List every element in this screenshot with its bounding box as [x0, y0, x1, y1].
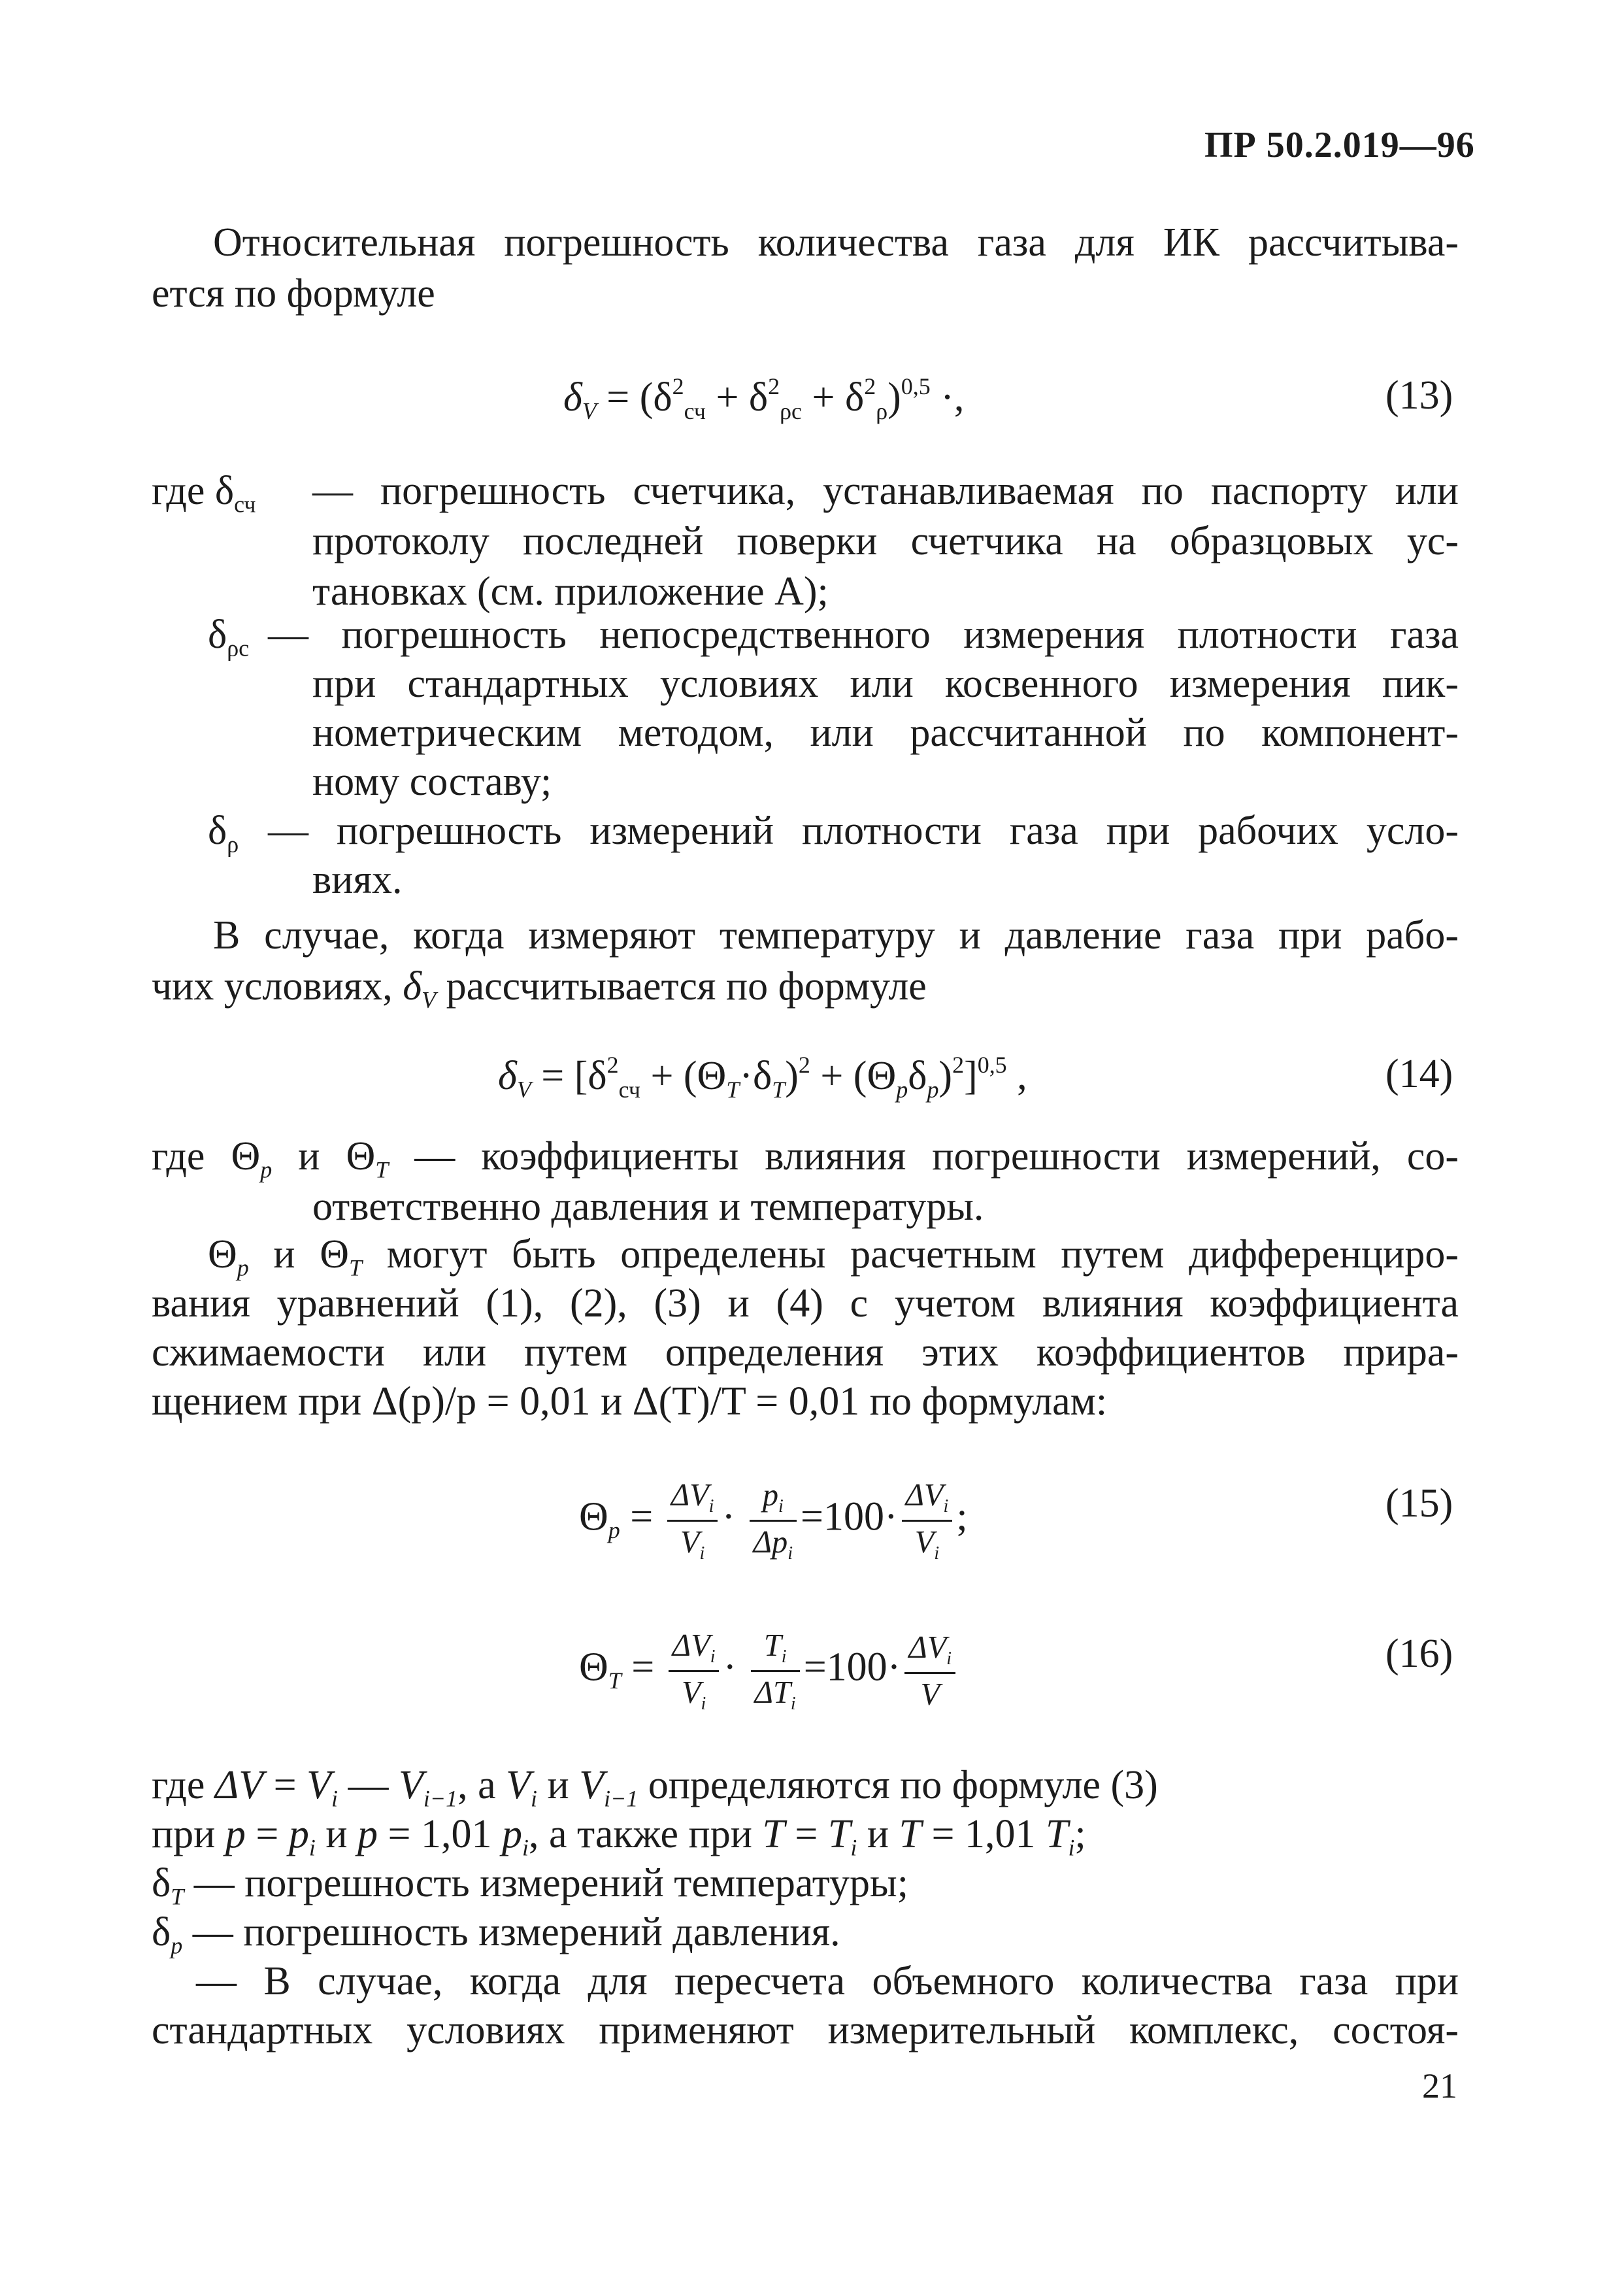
intro-line-2: ется по формуле — [152, 271, 435, 316]
and-word: и — [298, 1134, 320, 1179]
where16-line-1-text: определяются по формуле (3) — [648, 1763, 1158, 1807]
def-delta-p — [152, 1912, 840, 1958]
where-word: где — [152, 1763, 205, 1807]
hundred-factor: =100· — [803, 1645, 901, 1690]
equation-number-14: (14) — [1385, 1052, 1453, 1096]
theta-line-4-mid1: (p)/p = 0,01 и — [397, 1379, 623, 1424]
symbol-theta-p: $\Theta_p$ — [231, 1134, 273, 1183]
def-delta-rho-1: — погрешность измерений плотности газа при рабочих усло- — [268, 809, 1459, 853]
where16-line-1: где $\Delta V = V_i$ — $V_{i-1}$, а $V_i$ и $V_{i-1}$ определяются по формуле (3) — [152, 1763, 1158, 1812]
document-code: ПР 50.2.019—96 — [1204, 125, 1475, 165]
formula-13: $\delta_V = (\delta^2_{сч} + \delta^2_{\rho с} + \delta^2_\rho)^{0,5}$ ·, — [563, 373, 965, 424]
theta-line-1 — [208, 1234, 1459, 1281]
def-delta-rho-c-3: нометрическим методом, или рассчитанной по компонент- — [312, 711, 1459, 755]
theta-line-1-text: могут быть определены расчетным путем дифференциро- — [386, 1232, 1459, 1277]
formula-15: $\Theta_p$ = $\frac{\Delta V_i}{V_i}$ · $\frac{p_i}{\Delta p_i}$ =100· $\frac{\Delta V_i}{V_i}$ ; — [579, 1478, 968, 1564]
equation-number-13: (13) — [1385, 373, 1453, 418]
symbol-theta-t: $\Theta_T$ — [320, 1232, 363, 1281]
formula-16: $\Theta_T$ = $\frac{\Delta V_i}{V_i}$ · $\frac{T_i}{\Delta T_i}$ =100· $\frac{\Delta V_i}{V}$ — [579, 1628, 959, 1715]
def-delta-sch-3: тановках (см. приложение А); — [312, 569, 829, 614]
where-label — [152, 471, 256, 517]
case-line-2 — [152, 966, 927, 1013]
symbol-delta-sch: $\delta_{сч}$ — [214, 469, 256, 518]
case-line-2-pre: чих условиях, — [152, 964, 393, 1009]
symbol-theta-p: $\Theta_p$ — [208, 1232, 249, 1281]
where-word: где — [152, 1134, 205, 1179]
def-delta-rho-2: виях. — [312, 858, 403, 902]
formula-14: $\delta_V = [\delta^2_{сч} + (\Theta_T\cdot\delta_T)^2 + (\Theta_p\delta_p)^2]^{0,5}$ , — [498, 1052, 1027, 1103]
and-word: и — [273, 1232, 295, 1277]
where16-line-2-post: , а также при — [528, 1812, 752, 1856]
symbol-delta-rho-c: $\delta_{\rho с}$ — [208, 612, 250, 662]
theta-line-4: щением при Δ(p)/p = 0,01 и Δ(T)/T = 0,01 по формулам: — [152, 1379, 1108, 1424]
theta-line-4-mid2: (T)/T = 0,01 по формулам: — [658, 1379, 1108, 1424]
case-line-1: В случае, когда измеряют температуру и давление газа при рабо- — [213, 913, 1459, 958]
where16-line-2-pre: при — [152, 1812, 216, 1856]
symbol-delta-rho: $\delta_\rho$ — [208, 809, 239, 858]
page-number: 21 — [1422, 2066, 1457, 2105]
equation-number-16: (16) — [1385, 1632, 1453, 1676]
last-line-1: — В случае, когда для пересчета объемного количества газа при — [196, 1959, 1459, 2003]
where14-line-1 — [152, 1136, 1459, 1182]
where16-line-2: при $p = p_i$ и p = 1,01 $p_i$, а также при $T = T_i$ и T = 1,01 $T_i$; — [152, 1812, 1086, 1861]
def-delta-rho-c-2: при стандартных условиях или косвенного измерения пик- — [312, 662, 1459, 706]
def-delta-p-text: — погрешность измерений давления. — [192, 1910, 840, 1954]
where14-line-2: ответственно давления и температуры. — [312, 1184, 984, 1229]
def-delta-sch-2: протоколу последней поверки счетчика на образцовых ус- — [312, 519, 1459, 563]
symbol-theta-t: $\Theta_T$ — [346, 1134, 389, 1183]
theta-line-3: сжимаемости или путем определения этих коэффициентов прира- — [152, 1330, 1459, 1375]
hundred-factor: =100· — [800, 1494, 898, 1539]
where14-line-1-text: — коэффициенты влияния погрешности измерений, со- — [414, 1134, 1459, 1179]
def-delta-sch-1: — погрешность счетчика, устанавливаемая по паспорту или — [312, 469, 1459, 513]
theta-line-2: вания уравнений (1), (2), (3) и (4) с учетом влияния коэффициента — [152, 1281, 1459, 1326]
symbol-delta-p: $\delta_p$ — [152, 1910, 183, 1959]
def-delta-rho-c-4: ному составу; — [312, 760, 552, 804]
def-delta-t-text: — погрешность измерений температуры; — [193, 1861, 908, 1905]
theta-line-4-pre: щением при — [152, 1379, 362, 1424]
symbol-delta-t: $\delta_T$ — [152, 1861, 184, 1910]
def-delta-t — [152, 1863, 908, 1909]
def-delta-rho-c-1: — погрешность непосредственного измерения плотности газа — [268, 612, 1459, 657]
last-line-2: стандартных условиях применяют измерительный комплекс, состоя- — [152, 2008, 1459, 2052]
case-line-2-post: рассчитывается по формуле — [446, 964, 927, 1009]
where-word: где — [152, 469, 205, 513]
intro-line-1: Относительная погрешность количества газа для ИК рассчитыва- — [213, 220, 1459, 265]
equation-number-15: (15) — [1385, 1481, 1453, 1526]
symbol-delta-v: $\delta_V$ — [403, 964, 437, 1013]
